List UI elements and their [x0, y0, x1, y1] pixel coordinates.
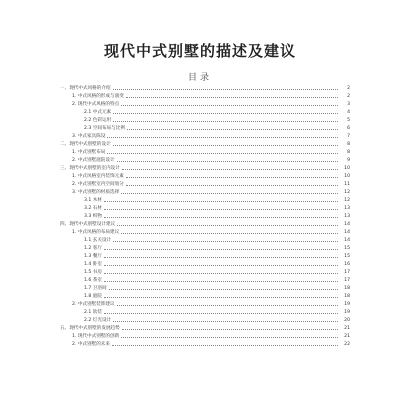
toc-entry[interactable]: [58, 276, 350, 284]
toc-entry-label: 一、现代中式风格的介绍: [60, 86, 111, 91]
toc-dot-leader: [104, 209, 338, 210]
toc-entry[interactable]: [58, 140, 350, 148]
toc-entry-label: 2.3 空间布局与比例: [84, 126, 125, 131]
toc-dot-leader: [112, 345, 338, 346]
toc-entry-page: 20: [344, 317, 350, 323]
toc-entry[interactable]: [58, 252, 350, 260]
toc-entry[interactable]: [58, 100, 350, 108]
toc-entry-label: 1.2 客厅: [84, 246, 102, 251]
toc-entry-page: 2: [347, 93, 350, 99]
toc-entry-label: 1. 中式别墅布局: [72, 150, 106, 155]
toc-entry-page: 9: [347, 157, 350, 163]
toc-entry-page: 21: [344, 325, 350, 331]
toc-entry-page: 19: [344, 309, 350, 315]
toc-entry-page: 17: [344, 277, 350, 283]
toc-dot-leader: [104, 281, 338, 282]
toc-entry-label: 2.2 色彩运用: [84, 118, 112, 123]
toc-entry[interactable]: [58, 156, 350, 164]
toc-entry-label: 1.8 庭院: [84, 294, 102, 299]
toc-entry-page: 18: [344, 293, 350, 299]
toc-dot-leader: [126, 185, 338, 186]
toc-entry-label: 2.2 灯光设计: [84, 318, 112, 323]
toc-entry[interactable]: [58, 204, 350, 212]
toc-entry-label: 1.4 卧室: [84, 262, 102, 267]
toc-entry[interactable]: [58, 148, 350, 156]
toc-dot-leader: [121, 193, 338, 194]
toc-entry-label: 3.3 织物: [84, 214, 102, 219]
toc-entry[interactable]: [58, 108, 350, 116]
toc-entry[interactable]: [58, 84, 350, 92]
toc-entry-label: 2. 现代中式风格的特点: [72, 102, 120, 107]
toc-entry[interactable]: [58, 212, 350, 220]
toc-dot-leader: [117, 161, 338, 162]
toc-entry-page: 12: [344, 197, 350, 203]
toc-entry-label: 3. 中式家具陈设: [72, 134, 106, 139]
toc-entry[interactable]: [58, 244, 350, 252]
toc-entry-page: 5: [347, 117, 350, 123]
toc-dot-leader: [104, 273, 338, 274]
toc-entry-page: 12: [344, 189, 350, 195]
toc-dot-leader: [113, 145, 338, 146]
toc-entry-page: 18: [344, 285, 350, 291]
toc-entry[interactable]: [58, 268, 350, 276]
toc-entry-label: 1. 中式风格的形成与演变: [72, 94, 124, 99]
toc-dot-leader: [122, 329, 338, 330]
toc-dot-leader: [113, 321, 338, 322]
toc-dot-leader: [104, 265, 338, 266]
toc-entry[interactable]: [58, 308, 350, 316]
toc-entry[interactable]: [58, 220, 350, 228]
toc-dot-leader: [113, 89, 338, 90]
toc-entry[interactable]: [58, 340, 350, 348]
toc-dot-leader: [104, 217, 338, 218]
toc-entry[interactable]: [58, 132, 350, 140]
toc-dot-leader: [126, 177, 338, 178]
toc-entry-label: 1.5 书房: [84, 270, 102, 275]
toc-entry-page: 17: [344, 269, 350, 275]
toc-entry-label: 3. 中式别墅的材质选择: [72, 190, 120, 195]
toc-dot-leader: [104, 201, 338, 202]
toc-entry[interactable]: [58, 180, 350, 188]
toc-dot-leader: [127, 129, 338, 130]
toc-entry-label: 2. 中式别墅的未来: [72, 342, 111, 347]
toc-entry-page: 11: [344, 181, 350, 187]
toc-dot-leader: [121, 105, 338, 106]
toc-entry[interactable]: [58, 124, 350, 132]
toc-entry-label: 2. 中式别墅室内空间划分: [72, 182, 124, 187]
toc-entry[interactable]: [58, 332, 350, 340]
toc-entry[interactable]: [58, 164, 350, 172]
toc-entry[interactable]: [58, 228, 350, 236]
toc-entry[interactable]: [58, 316, 350, 324]
toc-entry-label: 2. 中式别墅庭院设计: [72, 158, 115, 163]
toc-entry[interactable]: [58, 324, 350, 332]
toc-dot-leader: [104, 257, 338, 258]
toc-dot-leader: [109, 289, 338, 290]
toc-entry[interactable]: [58, 300, 350, 308]
toc-entry-page: 8: [347, 149, 350, 155]
toc-dot-leader: [107, 137, 338, 138]
toc-entry-page: 10: [344, 173, 350, 179]
toc-entry-page: 14: [344, 229, 350, 235]
toc-entry-label: 五、现代中式别墅的发展趋势: [60, 326, 120, 331]
toc-entry-page: 15: [344, 245, 350, 251]
toc-entry-page: 2: [347, 85, 350, 91]
toc-entry-label: 1.6 茶室: [84, 278, 102, 283]
toc-entry[interactable]: [58, 260, 350, 268]
toc-entry-page: 3: [347, 101, 350, 107]
toc-dot-leader: [107, 153, 338, 154]
toc-entry[interactable]: [58, 188, 350, 196]
toc-entry-page: 19: [344, 301, 350, 307]
toc-dot-leader: [121, 233, 338, 234]
toc-entry-page: 7: [347, 133, 350, 139]
toc-entry[interactable]: [58, 236, 350, 244]
toc-dot-leader: [113, 241, 338, 242]
toc-entry[interactable]: [58, 116, 350, 124]
toc-entry-page: 6: [347, 125, 350, 131]
table-of-contents: [58, 84, 350, 348]
toc-entry-page: 13: [344, 205, 350, 211]
toc-dot-leader: [117, 225, 338, 226]
toc-dot-leader: [104, 313, 338, 314]
toc-entry-label: 1.7 卫浴间: [84, 286, 107, 291]
toc-entry-label: 3.1 木材: [84, 198, 102, 203]
toc-dot-leader: [117, 305, 338, 306]
toc-entry-page: 14: [344, 237, 350, 243]
toc-entry-page: 16: [344, 261, 350, 267]
toc-entry-page: 10: [344, 165, 350, 171]
toc-entry-label: 四、现代中式别墅设计建议: [60, 222, 116, 227]
toc-dot-leader: [113, 121, 338, 122]
toc-entry-page: 22: [344, 341, 350, 347]
toc-entry[interactable]: [58, 92, 350, 100]
toc-entry-page: 14: [344, 221, 350, 227]
toc-heading: 目录: [187, 73, 212, 83]
toc-entry-page: 4: [347, 109, 350, 115]
toc-entry-label: 2.1 中式元素: [84, 110, 112, 115]
toc-dot-leader: [113, 113, 338, 114]
toc-entry-label: 2. 中式别墅装饰建议: [72, 302, 115, 307]
toc-entry[interactable]: [58, 292, 350, 300]
toc-entry-label: 1. 中式风格的布局建议: [72, 230, 120, 235]
toc-entry[interactable]: [58, 284, 350, 292]
toc-dot-leader: [104, 297, 338, 298]
toc-dot-leader: [104, 249, 338, 250]
toc-dot-leader: [122, 169, 338, 170]
toc-entry-label: 3.2 石材: [84, 206, 102, 211]
toc-entry-label: 1.3 餐厅: [84, 254, 102, 259]
toc-entry-page: 13: [344, 213, 350, 219]
toc-entry-page: 8: [347, 141, 350, 147]
toc-entry-label: 1.1 玄关设计: [84, 238, 112, 243]
toc-entry-label: 2.1 软装: [84, 310, 102, 315]
toc-entry-page: 15: [344, 253, 350, 259]
toc-dot-leader: [126, 97, 338, 98]
toc-entry-label: 1. 中式风格室内装饰元素: [72, 174, 124, 179]
toc-entry-label: 三、现代中式别墅的室内设计: [60, 166, 120, 171]
toc-entry-page: 21: [344, 333, 350, 339]
toc-entry-label: 1. 现代中式别墅的创新: [72, 334, 120, 339]
document-title: 现代中式别墅的描述及建议: [103, 42, 296, 60]
toc-entry[interactable]: [58, 196, 350, 204]
toc-entry-label: 二、现代中式别墅的设计: [60, 142, 111, 147]
toc-dot-leader: [121, 337, 338, 338]
toc-entry[interactable]: [58, 172, 350, 180]
